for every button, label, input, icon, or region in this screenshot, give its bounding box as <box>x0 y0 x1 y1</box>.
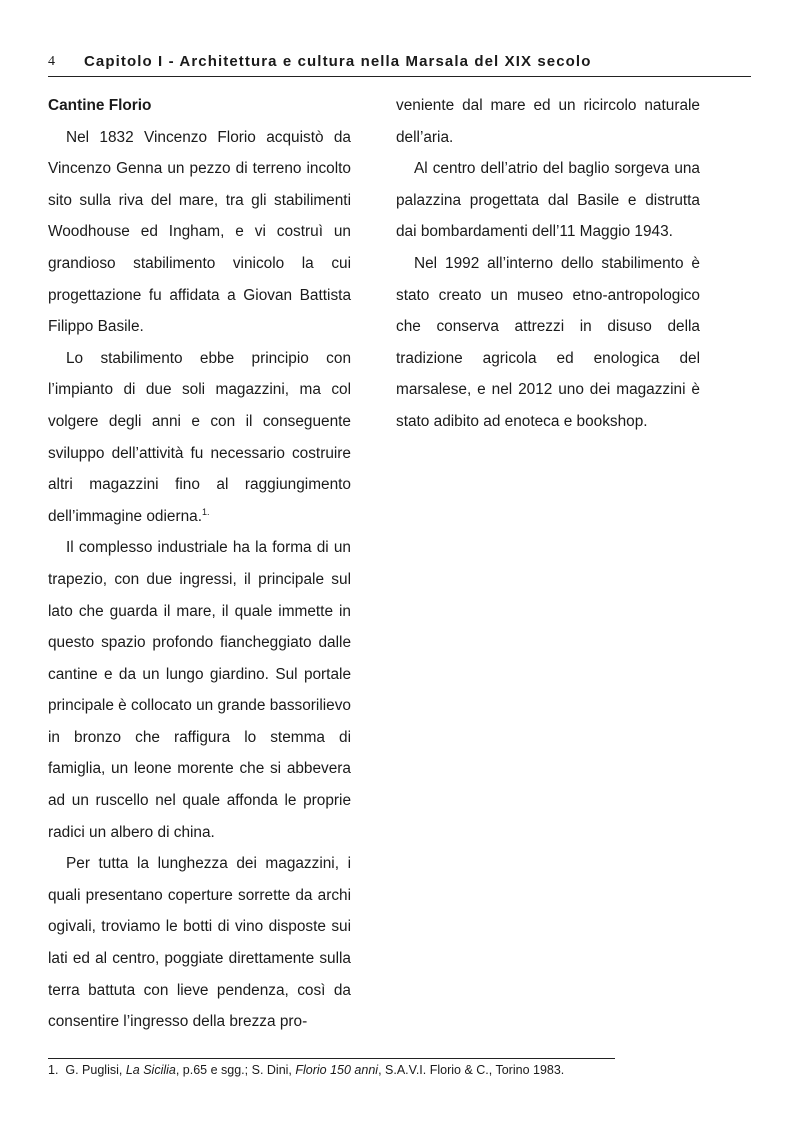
footnote-rule <box>48 1058 615 1059</box>
footnote-text: , S.A.V.I. Florio & C., Torino 1983. <box>378 1063 565 1077</box>
paragraph: Per tutta la lunghezza dei magazzini, i quali presentano coperture sorrette da archi ogivali, troviamo le botti di vino disposte sui lati ed al centro, poggiate direttamente sulla terra battuta con lieve pendenza, così da consentire l’ingresso della brezza pro- <box>48 855 351 1031</box>
paragraph-text: Lo stabilimento ebbe principio con l’impianto di due soli magazzini, ma col volgere degli anni e con il conseguente sviluppo dell’attività fu necessario costruire altri magazzini fino al raggiungimento dell’immagine odierna. <box>48 349 351 525</box>
running-title: Capitolo I - Architettura e cultura nella Marsala del XIX secolo <box>84 53 592 70</box>
footnote-author: G. Puglisi, <box>65 1063 126 1077</box>
page-number: 4 <box>48 54 55 69</box>
paragraph: Nel 1992 all’interno dello stabilimento è stato creato un museo etno-antropologico che conserva attrezzi in disuso della tradizione agricola ed enologica del marsalese, e nel 2012 uno dei magazzini è stato adibito ad enoteca e bookshop. <box>396 254 700 430</box>
paragraph: Al centro dell’atrio del baglio sorgeva una palazzina progettata dal Basile e distrutta dai bombardamenti dell’11 Maggio 1943. <box>396 160 700 241</box>
footnote-title: La Sicilia <box>125 1063 176 1077</box>
page-header <box>48 50 748 78</box>
left-column <box>48 90 351 1038</box>
section-heading: Cantine Florio <box>48 97 152 114</box>
footnote-reference[interactable]: 1. <box>202 506 210 517</box>
footnote-text: , p.65 e sgg.; S. Dini, <box>175 1063 296 1077</box>
footnote-title: Florio 150 anni <box>295 1063 379 1077</box>
paragraph: Il complesso industriale ha la forma di un trapezio, con due ingressi, il principale sul lato che guarda il mare, il quale immette in questo spazio profondo fiancheggiato dalle cantine e da un lungo giardino. Sul portale principale è collocato un grande bassorilievo in bronzo che raffigura lo stemma di famiglia, un leone morente che si abbevera ad un ruscello nel quale affonda le proprie radici un albero di china. <box>48 539 351 841</box>
paragraph <box>48 343 351 533</box>
footnote <box>48 1062 748 1078</box>
header-rule <box>48 76 751 77</box>
paragraph: Nel 1832 Vincenzo Florio acquistò da Vincenzo Genna un pezzo di terreno incolto sito sulla riva del mare, tra gli stabilimenti Woodhouse ed Ingham, e vi costruì un grandioso stabilimento vinicolo la cui progettazione fu affidata a Giovan Battista Filippo Basile. <box>48 128 351 336</box>
footnote-number: 1. <box>48 1063 59 1077</box>
paragraph-continuation: veniente dal mare ed un ricircolo naturale dell’aria. <box>396 97 700 146</box>
right-column <box>396 90 700 438</box>
